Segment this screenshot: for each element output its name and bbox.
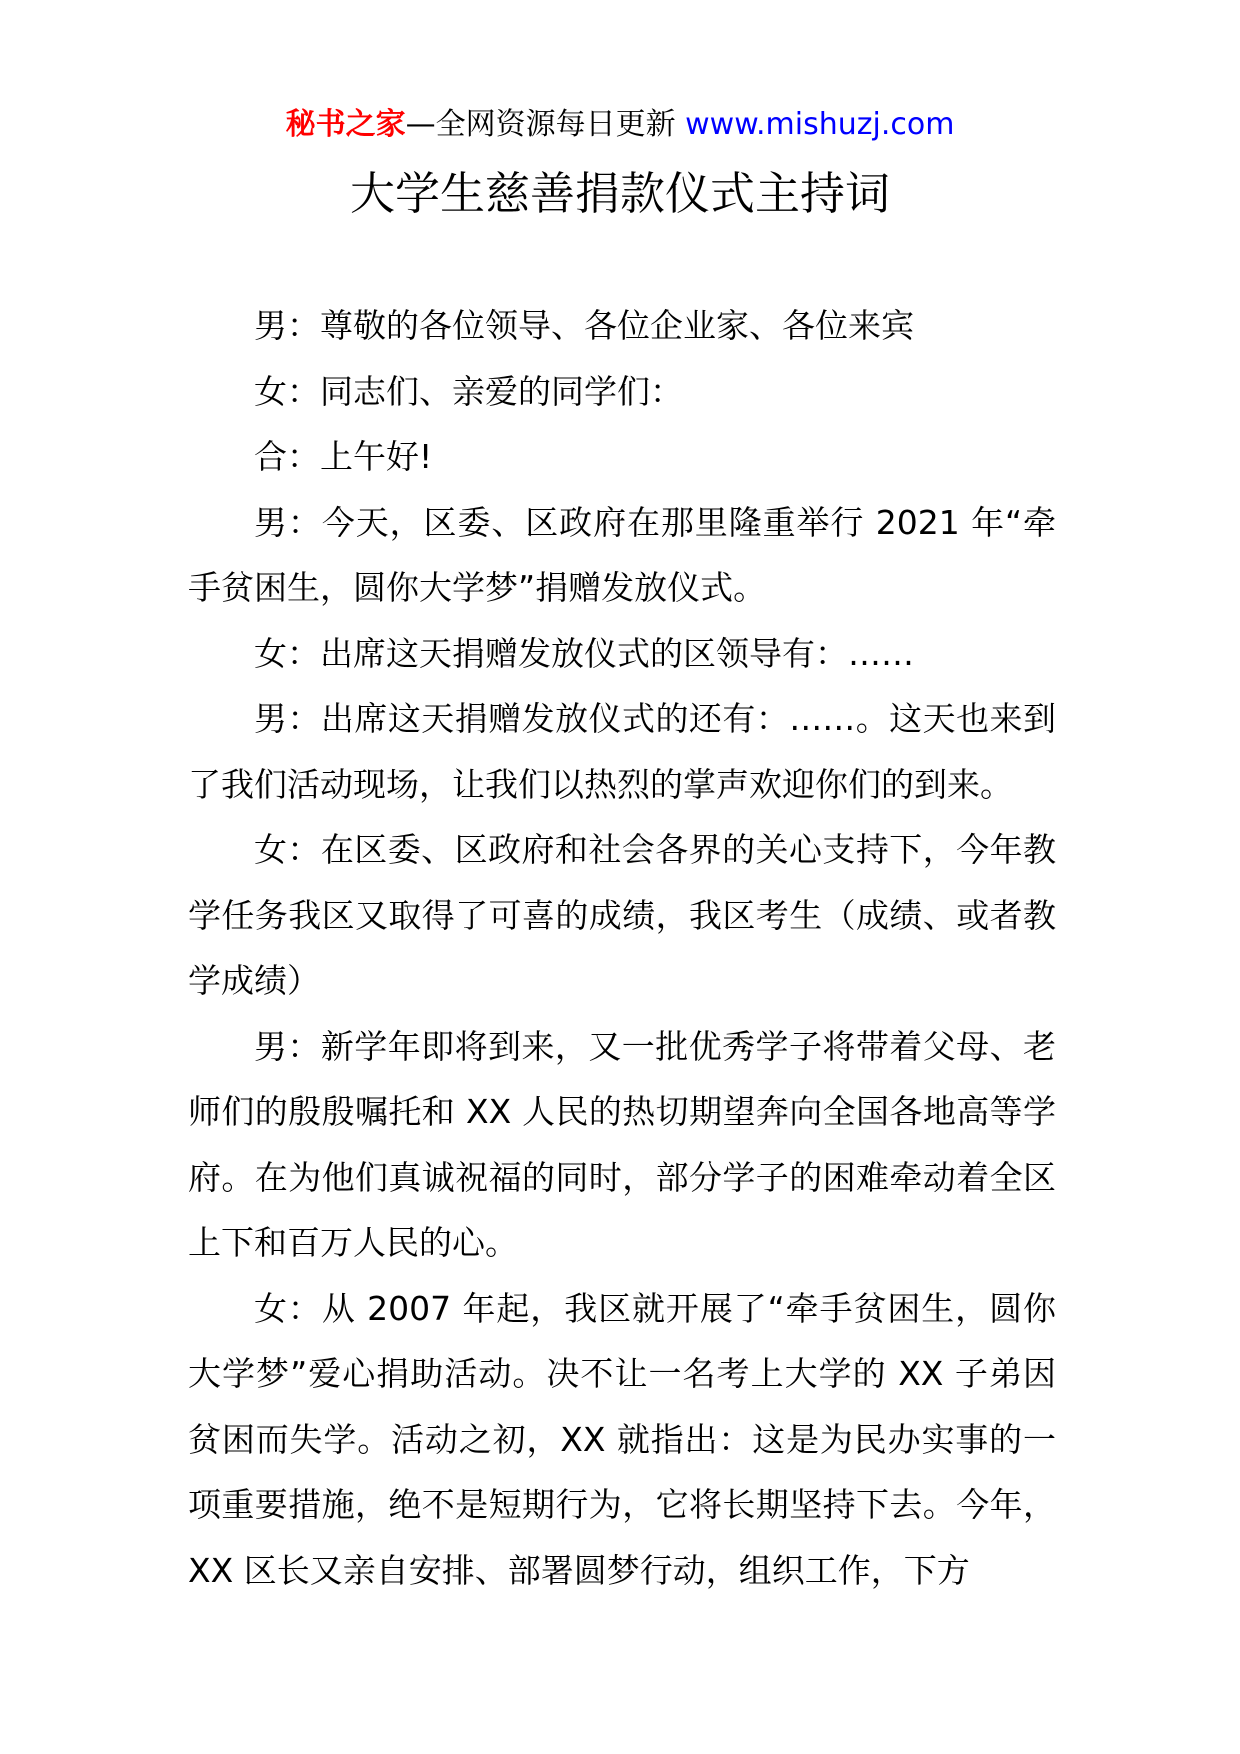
paragraph: 女：在区委、区政府和社会各界的关心支持下，今年教学任务我区又取得了可喜的成绩，我区考生（成绩、或者教学成绩）: [188, 830, 1056, 1000]
paragraph: 男：出席这天捐赠发放仪式的还有：……。这天也来到了我们活动现场，让我们以热烈的掌声欢迎你们的到来。: [188, 699, 1056, 804]
paragraph: 男：尊敬的各位领导、各位企业家、各位来宾: [254, 306, 914, 345]
site-url-link[interactable]: www.mishuzj.com: [685, 107, 955, 142]
brand-name: 秘书之家: [285, 107, 406, 142]
header-tagline: —全网资源每日更新: [405, 107, 686, 142]
site-header: [0, 102, 1240, 148]
paragraph: 女：从 2007 年起，我区就开展了“牵手贫困生，圆你大学梦”爱心捐助活动。决不让一名考上大学的 XX 子弟因贫困而失学。活动之初，XX 就指出：这是为民办实事的一项重要措施，绝不是短期行为，它将长期坚持下去。今年，XX 区长又亲自安排、部署圆梦行动，组织工作，下方: [188, 1288, 1056, 1590]
paragraph: 合：上午好!: [254, 437, 433, 476]
paragraph: 女：出席这天捐赠发放仪式的区领导有：……: [254, 633, 914, 673]
paragraph: 男：新学年即将到来，又一批优秀学子将带着父母、老师们的殷殷嘱托和 XX 人民的热切期望奔向全国各地高等学府。在为他们真诚祝福的同时，部分学子的困难牵动着全区上下和百万人民的心。: [188, 1026, 1056, 1262]
paragraph: 男：今天，区委、区政府在那里隆重举行 2021 年“牵手贫困生，圆你大学梦”捐赠发放仪式。: [188, 502, 1056, 607]
document-title: 大学生慈善捐款仪式主持词: [349, 167, 890, 220]
document-body: [188, 293, 1056, 1603]
paragraph: 女：同志们、亲爱的同学们：: [254, 371, 683, 411]
